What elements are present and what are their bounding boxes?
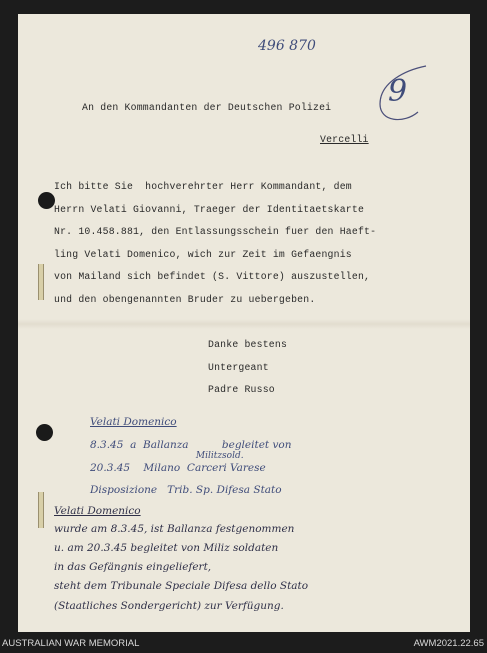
staple-mark-top xyxy=(38,264,44,300)
reference-number: 496 870 xyxy=(258,38,316,54)
body-line: Herrn Velati Giovanni, Traeger der Identitaetskarte xyxy=(54,204,365,215)
note-dark-line: in das Gefängnis eingeliefert, xyxy=(54,561,212,573)
signature-line: Padre Russo xyxy=(208,384,275,395)
note-dark-line: steht dem Tribunale Speciale Difesa dello Stato xyxy=(54,580,309,592)
addressee-city: Vercelli xyxy=(320,134,369,145)
note-blue-line: Velati Domenico xyxy=(90,416,177,428)
letter-page xyxy=(18,14,470,632)
note-dark-line: wurde am 8.3.45, ist Ballanza festgenommen xyxy=(54,523,295,535)
note-dark-line: (Staatliches Sondergericht) zur Verfügung. xyxy=(54,600,284,612)
circled-number: 9 xyxy=(388,74,408,109)
note-blue-line: Disposizione Trib. Sp. Difesa Stato xyxy=(90,484,282,496)
footer-accession: AWM2021.22.65 xyxy=(413,638,484,649)
body-line: Nr. 10.458.881, den Entlassungsschein fuer den Haeft- xyxy=(54,226,377,237)
note-dark-line: Velati Domenico xyxy=(54,505,141,517)
closing-line: Danke bestens xyxy=(208,339,288,350)
note-blue-line: 20.3.45 Milano Carceri Varese xyxy=(90,462,266,474)
archive-footer xyxy=(0,636,487,653)
punch-hole-top xyxy=(38,192,55,209)
note-blue-line: Militzsold. xyxy=(90,451,244,461)
circle-annotation-icon xyxy=(366,60,436,130)
page-fold xyxy=(18,319,470,329)
signoff-line: Untergeant xyxy=(208,362,269,373)
body-line: und den obengenannten Bruder zu uebergeben. xyxy=(54,294,316,305)
note-blue-line: 8.3.45 a Ballanza begleitet von xyxy=(90,439,292,451)
punch-hole-bottom xyxy=(36,424,53,441)
staple-mark-bottom xyxy=(38,492,44,528)
note-dark-line: u. am 20.3.45 begleitet von Miliz soldaten xyxy=(54,542,279,554)
body-line: ling Velati Domenico, wich zur Zeit im Gefaengnis xyxy=(54,249,352,260)
addressee-line: An den Kommandanten der Deutschen Polizei xyxy=(82,102,332,113)
body-line: Ich bitte Sie hochverehrter Herr Kommandant, dem xyxy=(54,181,352,192)
footer-institution: AUSTRALIAN WAR MEMORIAL xyxy=(2,638,140,649)
body-line: von Mailand sich befindet (S. Vittore) auszustellen, xyxy=(54,271,371,282)
